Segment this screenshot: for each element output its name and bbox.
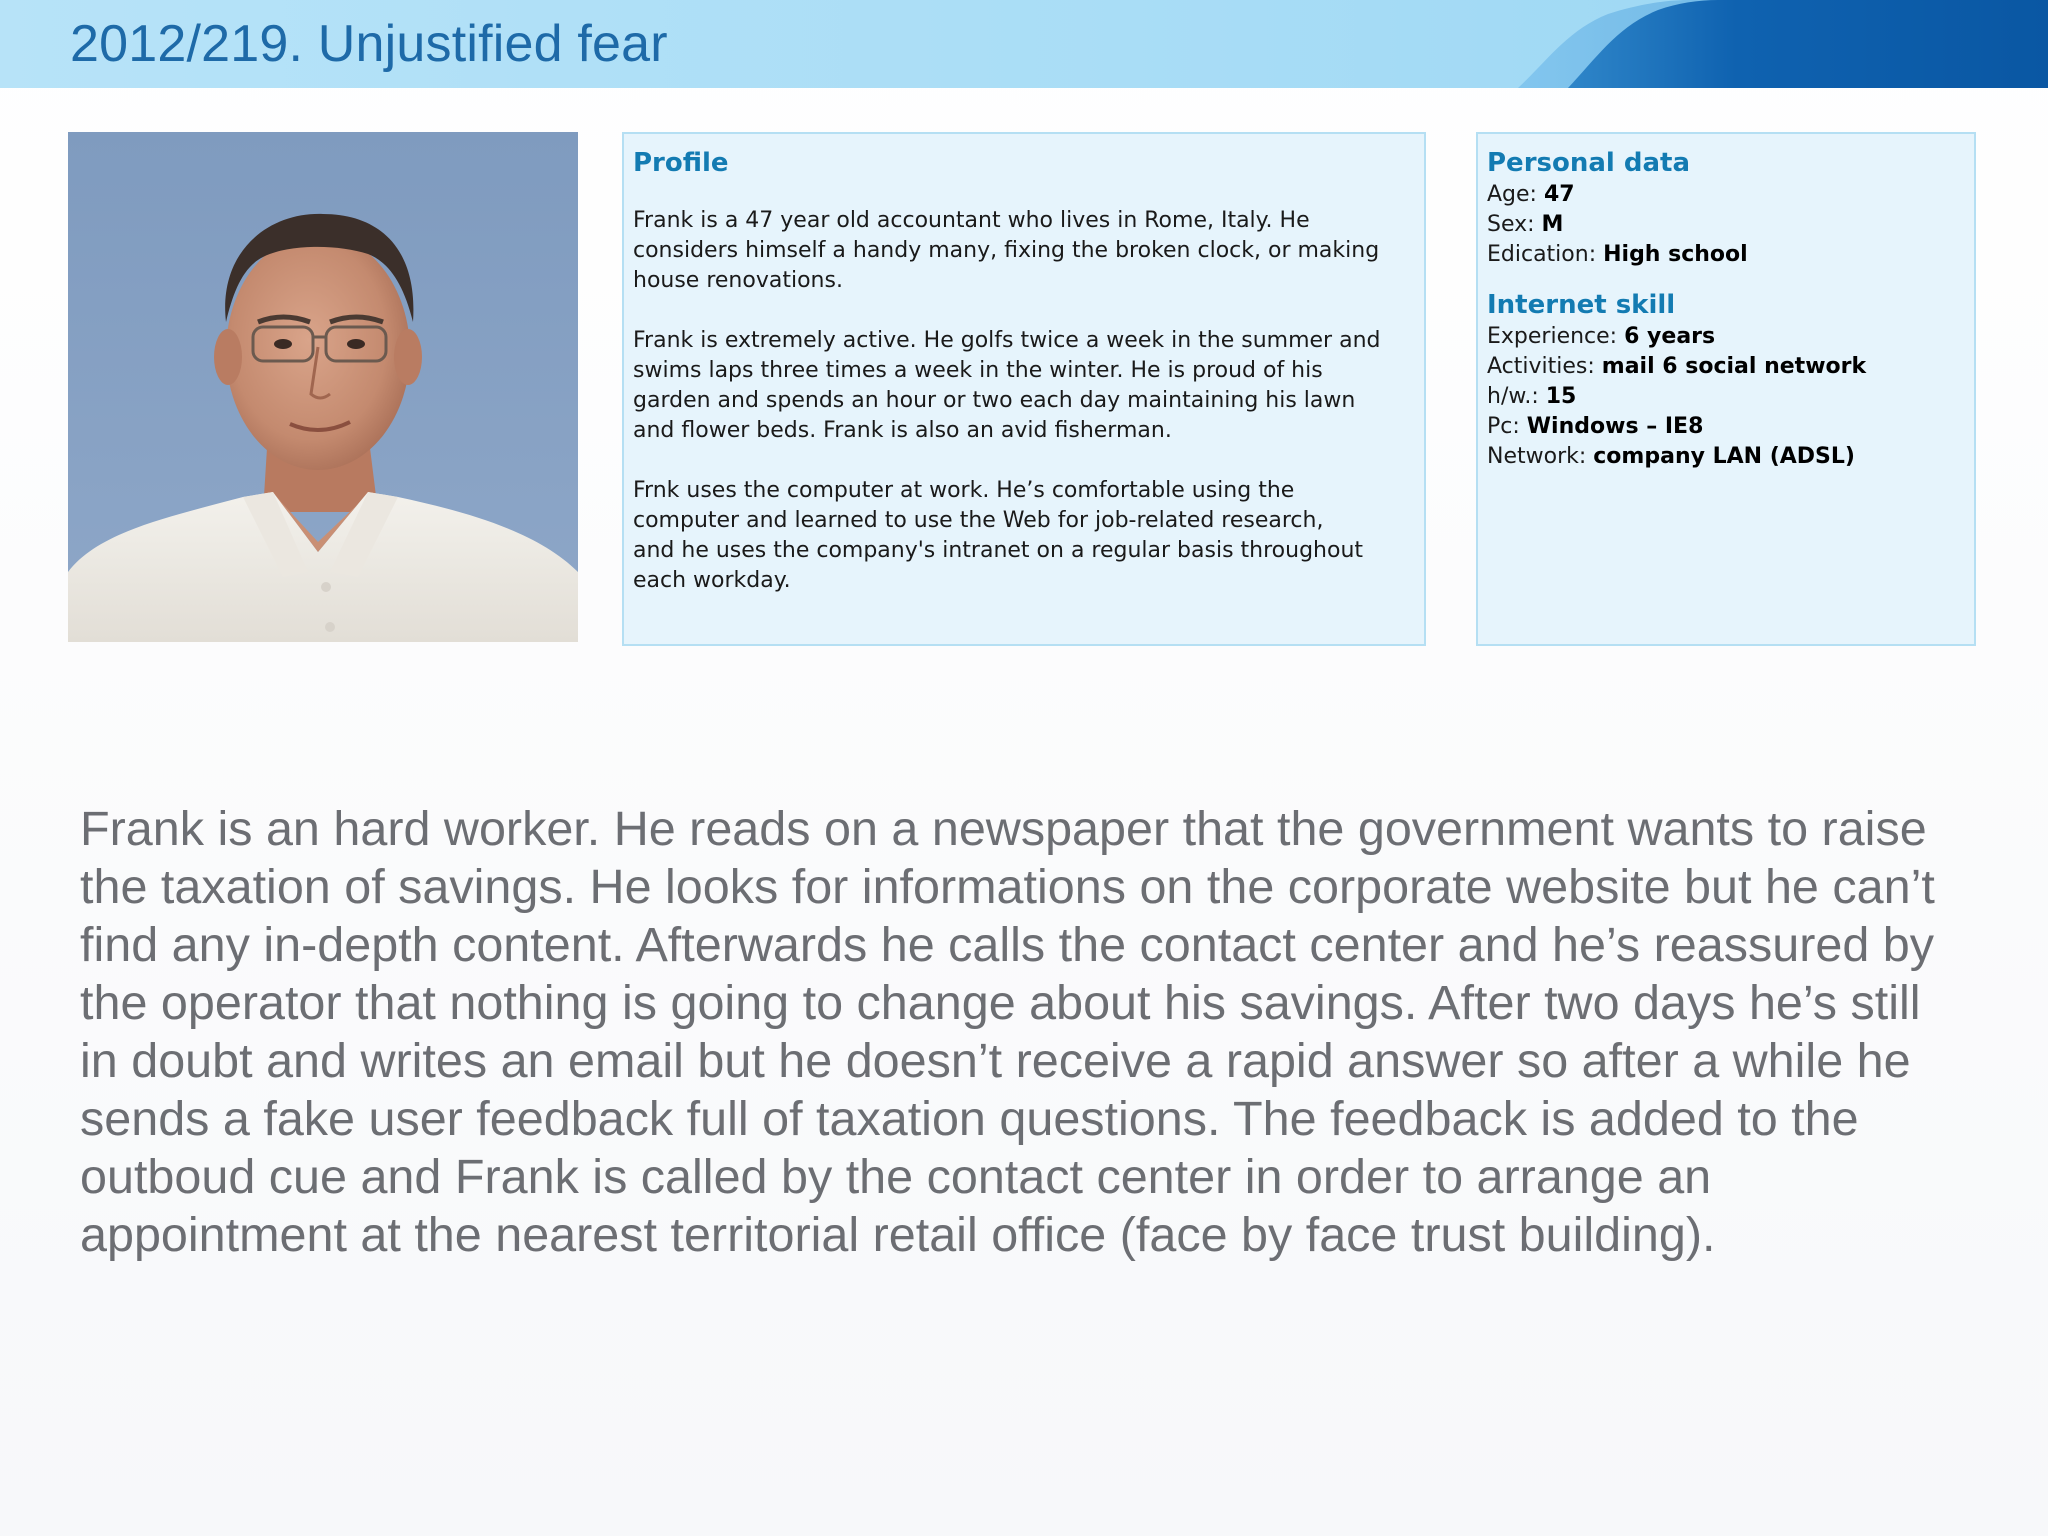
experience-label: Experience: — [1487, 324, 1625, 349]
experience-value: 6 years — [1624, 324, 1716, 349]
profile-line: Frank is a 47 year old accountant who lives in Rome, Italy. He — [633, 208, 1310, 233]
pc-row — [1487, 412, 1965, 442]
profile-line: each workday. — [633, 568, 791, 593]
story-line: the taxation of savings. He looks for informations on the corporate website but he can’t — [80, 860, 1935, 914]
profile-heading: Profile — [633, 148, 729, 178]
story-line: Frank is an hard worker. He reads on a newspaper that the government wants to raise — [80, 802, 1927, 856]
hours-per-week-value: 15 — [1545, 384, 1577, 409]
profile-paragraph-3 — [633, 476, 1415, 596]
story-line: find any in-depth content. Afterwards he calls the contact center and he’s reassured by — [80, 918, 1934, 972]
story-line: outboud cue and Frank is called by the contact center in order to arrange an — [80, 1150, 1712, 1204]
profile-line: and flower beds. Frank is also an avid fisherman. — [633, 418, 1172, 443]
pc-label: Pc: — [1487, 414, 1527, 439]
activities-value: mail 6 social network — [1601, 354, 1867, 379]
profile-line: considers himself a handy many, fixing the broken clock, or making — [633, 238, 1380, 263]
page-title: 2012/219. Unjustified fear — [70, 15, 668, 73]
network-label: Network: — [1487, 444, 1594, 469]
profile-line: garden and spends an hour or two each day maintaining his lawn — [633, 388, 1356, 413]
story-line: the operator that nothing is going to change about his savings. After two days he’s still — [80, 976, 1921, 1030]
profile-line: swims laps three times a week in the winter. He is proud of his — [633, 358, 1323, 383]
profile-paragraph-1 — [633, 206, 1415, 296]
story-line: in doubt and writes an email but he doesn’t receive a rapid answer so after a while he — [80, 1034, 1911, 1088]
activities-row — [1487, 352, 1965, 382]
sex-row — [1487, 210, 1965, 240]
education-value: High school — [1603, 242, 1748, 267]
profile-line: computer and learned to use the Web for job-related research, — [633, 508, 1324, 533]
profile-line: and he uses the company's intranet on a regular basis throughout — [633, 538, 1364, 563]
sex-value: M — [1541, 212, 1564, 237]
header-bar — [0, 0, 2048, 88]
profile-photo — [68, 132, 578, 642]
personal-data-box — [1476, 132, 1976, 646]
hours-per-week-row — [1487, 382, 1965, 412]
story-line: sends a fake user feedback full of taxation questions. The feedback is added to the — [80, 1092, 1859, 1146]
age-label: Age: — [1487, 182, 1544, 207]
education-label: Edication: — [1487, 242, 1604, 267]
network-value: company LAN (ADSL) — [1593, 444, 1855, 469]
scenario-story — [80, 800, 1980, 1264]
age-row — [1487, 180, 1965, 210]
profile-paragraph-2 — [633, 326, 1415, 446]
network-row — [1487, 442, 1965, 472]
profile-box — [622, 132, 1426, 646]
profile-line: Frnk uses the computer at work. He’s comfortable using the — [633, 478, 1295, 503]
header-swoosh-decoration — [1488, 0, 2048, 88]
profile-line: Frank is extremely active. He golfs twice a week in the summer and — [633, 328, 1381, 353]
age-value: 47 — [1543, 182, 1575, 207]
internet-skill-heading: Internet skill — [1487, 290, 1676, 320]
profile-line: house renovations. — [633, 268, 843, 293]
story-line: appointment at the nearest territorial retail office (face by face trust building). — [80, 1208, 1716, 1262]
experience-row — [1487, 322, 1965, 352]
personal-data-heading: Personal data — [1487, 148, 1690, 178]
pc-value: Windows – IE8 — [1526, 414, 1704, 439]
person-portrait-image — [68, 132, 578, 642]
activities-label: Activities: — [1487, 354, 1602, 379]
hours-per-week-label: h/w.: — [1487, 384, 1546, 409]
education-row — [1487, 240, 1965, 270]
sex-label: Sex: — [1487, 212, 1542, 237]
